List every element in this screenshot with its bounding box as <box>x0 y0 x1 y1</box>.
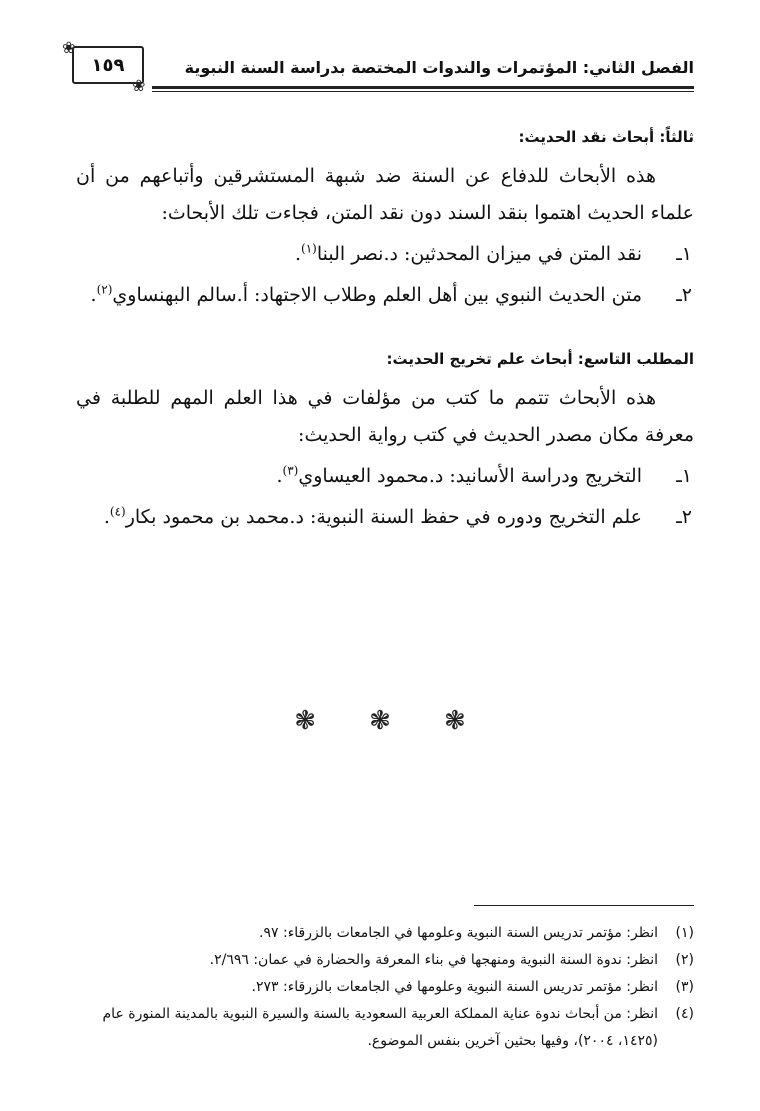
frame-ornament-icon: ❀ <box>132 76 146 95</box>
section-heading-hadith-criticism: ثالثاً: أبحاث نقد الحديث: <box>518 128 694 146</box>
header-rule <box>152 86 694 89</box>
list-item <box>76 236 694 273</box>
footnote-text: انظر: من أبحاث ندوة عناية المملكة العربية السعودية بالسنة والسيرة النبوية بالمدينة المنورة عام (١٤٢٥، ٢٠٠٤)، وفيها بحثين آخرين بنفس الموضوع. <box>102 1006 658 1049</box>
flower-ornament-icon: ❃ <box>294 706 316 736</box>
footnote-ref[interactable]: (١) <box>301 241 317 256</box>
main-content <box>76 118 694 540</box>
list-item <box>76 499 694 536</box>
footnote-ref[interactable]: (٢) <box>96 282 113 297</box>
footnote-number: (٤) <box>675 1006 694 1022</box>
list-item-number: ٢ـ <box>676 506 692 528</box>
list-item-text: التخريج ودراسة الأسانيد: د.محمود العيساوي$^{(٣)}$. <box>276 463 642 487</box>
footnote-number: (٢) <box>675 952 694 968</box>
section-divider <box>0 706 760 736</box>
footnote-number: (١) <box>675 925 694 941</box>
section-heading-takhrij: المطلب التاسع: أبحاث علم تخريج الحديث: <box>386 350 694 368</box>
footnote-text: انظر: مؤتمر تدريس السنة النبوية وعلومها في الجامعات بالزرقاء: ٢٧٣. <box>251 979 658 995</box>
list-item-text: علم التخريج ودوره في حفظ السنة النبوية: د.محمد بن محمود بكار$^{(٤)}$. <box>103 504 642 528</box>
list-item-number: ٢ـ <box>676 284 692 306</box>
footnote <box>76 920 694 947</box>
running-header-title: الفصل الثاني: المؤتمرات والندوات المختصة بدراسة السنة النبوية <box>184 58 694 77</box>
list-item-number: ١ـ <box>676 465 692 487</box>
footnote-number: (٣) <box>675 979 694 995</box>
flower-ornament-icon: ❃ <box>369 706 391 736</box>
list-item-text: متن الحديث النبوي بين أهل العلم وطلاب الاجتهاد: أ.سالم البهنساوي$^{(٢)}$. <box>90 282 642 306</box>
footnotes <box>76 920 694 1055</box>
section-paragraph: هذه الأبحاث تتمم ما كتب من مؤلفات في هذا العلم المهم للطلبة في معرفة مكان مصدر الحديث في كتب رواية الحديث: <box>76 387 694 446</box>
list-item-number: ١ـ <box>676 243 692 265</box>
frame-ornament-icon: ❀ <box>62 38 76 57</box>
page-number: ١٥٩ <box>91 54 125 76</box>
list-item <box>76 277 694 314</box>
footnote <box>76 947 694 974</box>
flower-ornament-icon: ❃ <box>443 706 466 736</box>
page-header <box>62 38 694 95</box>
footnote <box>76 1001 694 1055</box>
footnote-ref[interactable]: (٤) <box>109 504 126 519</box>
section-paragraph: هذه الأبحاث للدفاع عن السنة ضد شبهة المستشرقين وأتباعهم من أن علماء الحديث اهتموا بنقد السند دون نقد المتن، فجاءت تلك الأبحاث: <box>76 165 694 224</box>
page-number-frame <box>62 38 146 95</box>
footnote-separator <box>474 905 694 906</box>
footnote-text: انظر: ندوة السنة النبوية ومنهجها في بناء المعرفة والحضارة في عمان: ٢/٦٩٦. <box>209 952 658 968</box>
header-rule-thin <box>152 91 694 92</box>
footnote-text: انظر: مؤتمر تدريس السنة النبوية وعلومها في الجامعات بالزرقاء: ٩٧. <box>259 925 658 941</box>
footnote-ref[interactable]: (٣) <box>282 463 299 478</box>
list-item <box>76 458 694 495</box>
list-item-text: نقد المتن في ميزان المحدثين: د.نصر البنا$^{(١)}$. <box>294 241 642 265</box>
footnote <box>76 974 694 1001</box>
